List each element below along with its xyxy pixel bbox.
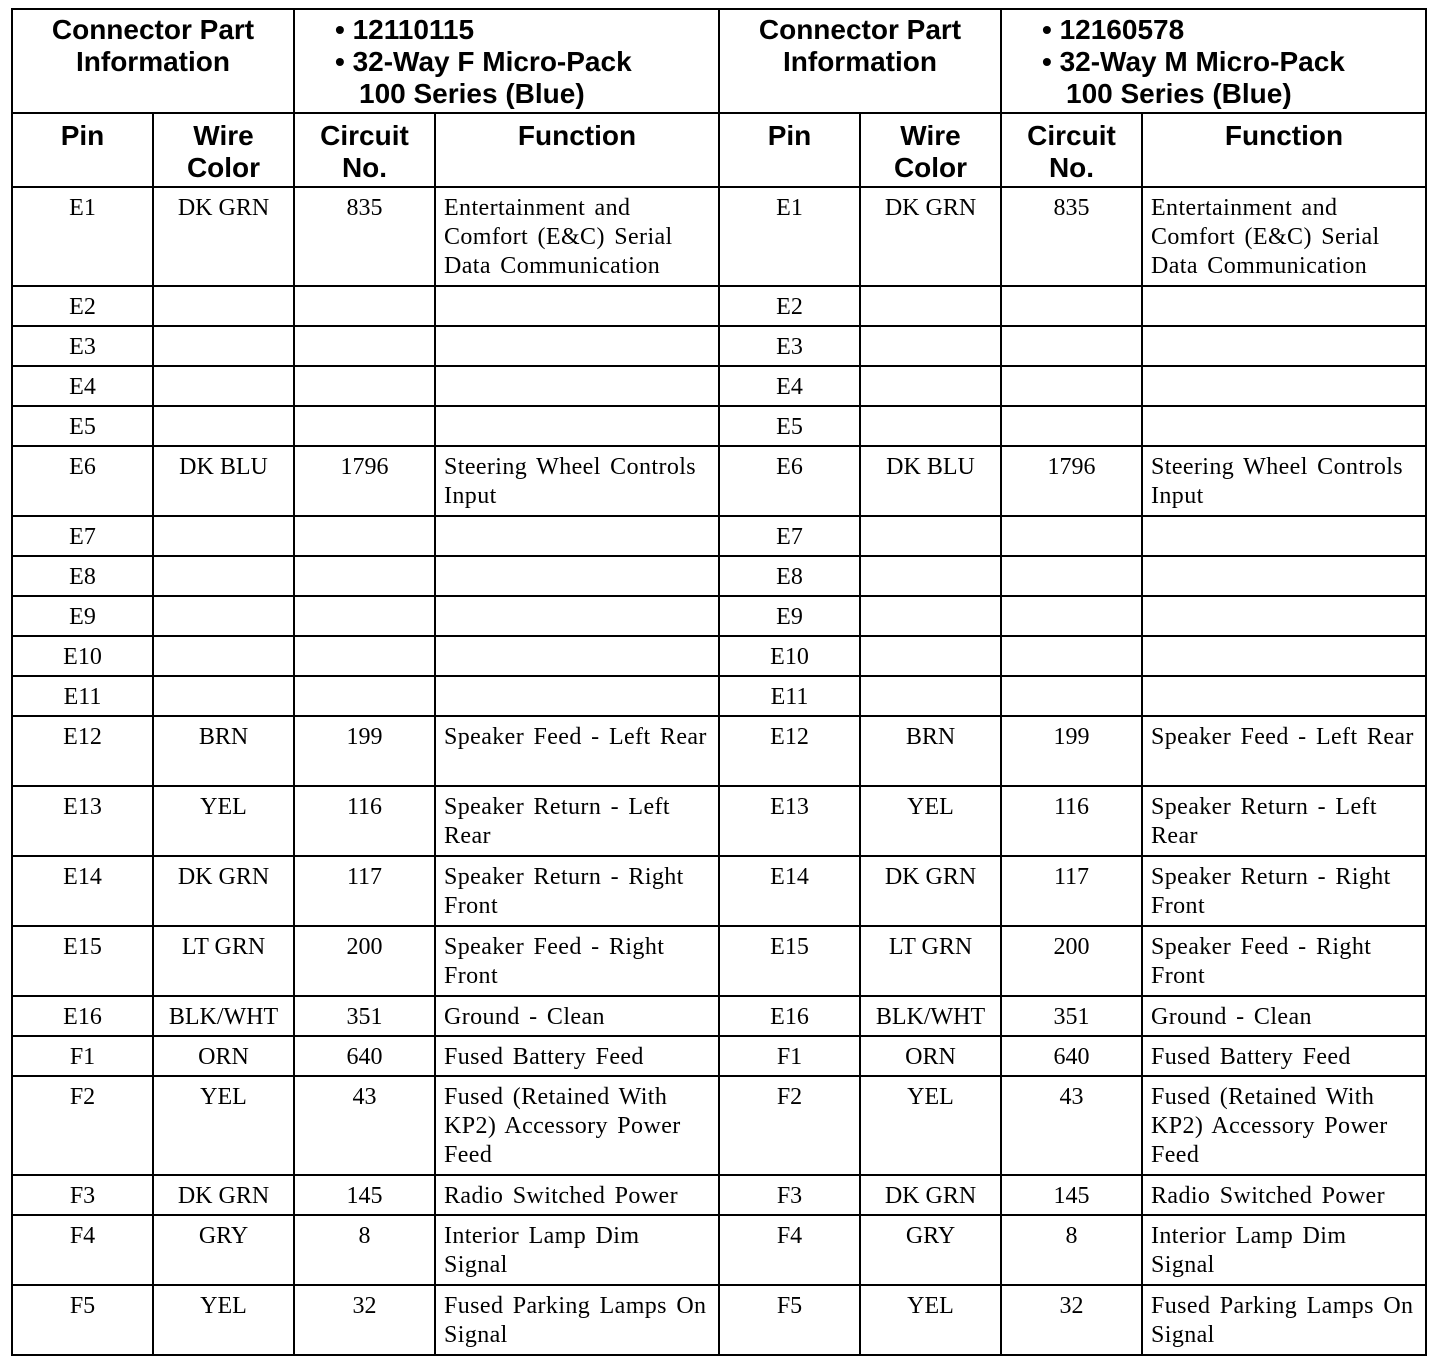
table-row: [12, 716, 719, 786]
circuit-cell: 1796: [294, 446, 435, 516]
function-cell: [1142, 406, 1426, 446]
circuit-cell: 8: [294, 1215, 435, 1285]
wire-color-cell: YEL: [153, 1285, 294, 1355]
part-description-line2: 100 Series (Blue): [1066, 78, 1292, 109]
column-header-text: Pin: [767, 120, 812, 151]
table-row: [719, 446, 1426, 516]
circuit-cell: [1001, 676, 1142, 716]
table-row: [719, 856, 1426, 926]
circuit-cell: 43: [1001, 1076, 1142, 1175]
circuit-cell: [1001, 596, 1142, 636]
circuit-cell: 199: [294, 716, 435, 786]
wire-color-cell: [153, 286, 294, 326]
table-row: [719, 366, 1426, 406]
wire-color-column-header: [860, 113, 1001, 187]
function-cell: Entertainment and Comfort (E&C) Serial Data Communication: [1142, 187, 1426, 286]
pin-cell: E12: [12, 716, 153, 786]
function-cell: [1142, 286, 1426, 326]
wire-color-cell: [860, 326, 1001, 366]
table-row: [719, 716, 1426, 786]
circuit-cell: [1001, 556, 1142, 596]
function-cell: [1142, 326, 1426, 366]
function-cell: Steering Wheel Controls Input: [1142, 446, 1426, 516]
function-cell: Fused Battery Feed: [1142, 1036, 1426, 1076]
wire-color-cell: YEL: [153, 1076, 294, 1175]
wire-color-cell: BLK/WHT: [860, 996, 1001, 1036]
pin-cell: E4: [719, 366, 860, 406]
pin-cell: E1: [12, 187, 153, 286]
column-header-text: Color: [186, 152, 261, 183]
table-row: [719, 1285, 1426, 1355]
function-cell: Speaker Feed - Left Rear: [1142, 716, 1426, 786]
table-row: [12, 636, 719, 676]
column-header-text: Pin: [60, 120, 105, 151]
table-row: [12, 1036, 719, 1076]
pin-cell: E16: [12, 996, 153, 1036]
circuit-cell: [1001, 326, 1142, 366]
circuit-cell: [294, 676, 435, 716]
pin-cell: E3: [12, 326, 153, 366]
circuit-cell: 640: [1001, 1036, 1142, 1076]
circuit-cell: 351: [1001, 996, 1142, 1036]
function-cell: [1142, 676, 1426, 716]
column-header-text: Color: [893, 152, 968, 183]
pin-cell: F2: [12, 1076, 153, 1175]
pin-cell: F3: [12, 1175, 153, 1215]
function-cell: [1142, 636, 1426, 676]
wire-color-cell: DK GRN: [153, 1175, 294, 1215]
circuit-cell: [1001, 286, 1142, 326]
pin-cell: E9: [12, 596, 153, 636]
table-row: [719, 556, 1426, 596]
table-row: [12, 286, 719, 326]
function-cell: Speaker Feed - Right Front: [435, 926, 719, 996]
pin-cell: F1: [719, 1036, 860, 1076]
table-row: [12, 1215, 719, 1285]
wire-color-column-header: [153, 113, 294, 187]
wire-color-cell: [860, 286, 1001, 326]
wire-color-cell: DK BLU: [153, 446, 294, 516]
function-cell: Steering Wheel Controls Input: [435, 446, 719, 516]
pin-column-header: [719, 113, 860, 187]
wire-color-cell: [860, 406, 1001, 446]
pin-cell: F4: [12, 1215, 153, 1285]
wire-color-cell: GRY: [860, 1215, 1001, 1285]
table-row: [719, 596, 1426, 636]
connector-table: [11, 8, 720, 1356]
function-cell: [435, 596, 719, 636]
circuit-cell: 1796: [1001, 446, 1142, 516]
function-cell: Speaker Feed - Right Front: [1142, 926, 1426, 996]
table-row: [12, 996, 719, 1036]
pin-cell: F5: [719, 1285, 860, 1355]
wire-color-cell: ORN: [153, 1036, 294, 1076]
info-label-line1: Connector Part: [758, 14, 962, 45]
wire-color-cell: [860, 596, 1001, 636]
circuit-cell: [294, 556, 435, 596]
table-row: [12, 1076, 719, 1175]
table-row: [12, 446, 719, 516]
wire-color-cell: [153, 366, 294, 406]
table-row: [719, 406, 1426, 446]
circuit-cell: [294, 366, 435, 406]
wire-color-cell: [860, 516, 1001, 556]
pin-cell: E6: [719, 446, 860, 516]
column-header-text: Circuit: [320, 120, 409, 151]
circuit-cell: 117: [1001, 856, 1142, 926]
connector-part-number: [294, 9, 719, 113]
pin-cell: E2: [12, 286, 153, 326]
info-label-line2: Information: [76, 46, 230, 77]
connector-part-number: [1001, 9, 1426, 113]
table-row: [12, 786, 719, 856]
pin-cell: E11: [719, 676, 860, 716]
connector-table: [718, 8, 1427, 1356]
circuit-cell: [1001, 636, 1142, 676]
circuit-cell: [1001, 406, 1142, 446]
wire-color-cell: DK GRN: [153, 187, 294, 286]
function-cell: [1142, 556, 1426, 596]
function-cell: [435, 286, 719, 326]
connector-info-row: [719, 9, 1426, 113]
function-cell: Entertainment and Comfort (E&C) Serial Data Communication: [435, 187, 719, 286]
function-cell: [435, 326, 719, 366]
function-cell: Speaker Return - Left Rear: [1142, 786, 1426, 856]
function-cell: Fused Parking Lamps On Signal: [1142, 1285, 1426, 1355]
function-cell: [1142, 366, 1426, 406]
pin-cell: E15: [12, 926, 153, 996]
connector-part-info-label: [12, 9, 294, 113]
circuit-cell: 835: [1001, 187, 1142, 286]
column-header-text: Function: [1224, 120, 1344, 151]
circuit-cell: 200: [1001, 926, 1142, 996]
column-header-text: Function: [517, 120, 637, 151]
pin-cell: F5: [12, 1285, 153, 1355]
connector-info-row: [12, 9, 719, 113]
circuit-cell: 116: [1001, 786, 1142, 856]
table-row: [719, 1036, 1426, 1076]
wire-color-cell: GRY: [153, 1215, 294, 1285]
wire-color-cell: BRN: [153, 716, 294, 786]
wire-color-cell: [153, 326, 294, 366]
function-cell: Ground - Clean: [1142, 996, 1426, 1036]
function-cell: Fused (Retained With KP2) Accessory Power Feed: [1142, 1076, 1426, 1175]
table-row: [12, 926, 719, 996]
table-row: [719, 1076, 1426, 1175]
column-header-text: No.: [341, 152, 388, 183]
wire-color-cell: [153, 676, 294, 716]
pin-cell: E5: [719, 406, 860, 446]
pin-cell: E7: [12, 516, 153, 556]
wire-color-cell: ORN: [860, 1036, 1001, 1076]
connector-panel-1: [11, 8, 718, 1356]
function-cell: [435, 556, 719, 596]
table-row: [12, 516, 719, 556]
function-cell: [1142, 516, 1426, 556]
pin-cell: E10: [12, 636, 153, 676]
column-header-text: Circuit: [1027, 120, 1116, 151]
connector-part-info-label: [719, 9, 1001, 113]
wire-color-cell: [153, 406, 294, 446]
circuit-cell: [294, 286, 435, 326]
table-row: [719, 1215, 1426, 1285]
circuit-cell: [294, 326, 435, 366]
info-label-line1: Connector Part: [51, 14, 255, 45]
circuit-cell: 200: [294, 926, 435, 996]
pin-cell: E12: [719, 716, 860, 786]
pin-cell: E2: [719, 286, 860, 326]
circuit-cell: 32: [294, 1285, 435, 1355]
table-row: [12, 856, 719, 926]
circuit-cell: 117: [294, 856, 435, 926]
table-row: [719, 187, 1426, 286]
part-number: • 12160578: [1042, 14, 1185, 45]
column-header-text: No.: [1048, 152, 1095, 183]
table-row: [719, 1175, 1426, 1215]
circuit-cell: 32: [1001, 1285, 1142, 1355]
table-row: [719, 326, 1426, 366]
wire-color-cell: DK GRN: [153, 856, 294, 926]
function-column-header: [1142, 113, 1426, 187]
table-row: [12, 676, 719, 716]
table-row: [12, 187, 719, 286]
function-cell: [435, 636, 719, 676]
circuit-cell: 640: [294, 1036, 435, 1076]
wire-color-cell: YEL: [860, 1285, 1001, 1355]
table-row: [719, 926, 1426, 996]
wire-color-cell: [860, 676, 1001, 716]
table-row: [719, 676, 1426, 716]
table-row: [12, 556, 719, 596]
table-row: [719, 636, 1426, 676]
function-cell: Fused Battery Feed: [435, 1036, 719, 1076]
function-cell: Speaker Feed - Left Rear: [435, 716, 719, 786]
function-cell: Radio Switched Power: [435, 1175, 719, 1215]
wire-color-cell: BRN: [860, 716, 1001, 786]
pin-column-header: [12, 113, 153, 187]
function-cell: Speaker Return - Right Front: [1142, 856, 1426, 926]
function-cell: Speaker Return - Right Front: [435, 856, 719, 926]
column-header-text: Wire: [193, 120, 254, 151]
circuit-cell: 351: [294, 996, 435, 1036]
function-cell: Fused (Retained With KP2) Accessory Power Feed: [435, 1076, 719, 1175]
circuit-cell: [294, 516, 435, 556]
function-cell: Speaker Return - Left Rear: [435, 786, 719, 856]
pin-cell: E13: [719, 786, 860, 856]
wire-color-cell: [153, 516, 294, 556]
wire-color-cell: BLK/WHT: [153, 996, 294, 1036]
part-number: • 12110115: [335, 14, 475, 45]
wire-color-cell: [153, 596, 294, 636]
circuit-cell: [294, 596, 435, 636]
pin-cell: F1: [12, 1036, 153, 1076]
pin-cell: E16: [719, 996, 860, 1036]
circuit-no-column-header: [294, 113, 435, 187]
wire-color-cell: DK GRN: [860, 187, 1001, 286]
table-row: [719, 516, 1426, 556]
wire-color-cell: LT GRN: [860, 926, 1001, 996]
table-row: [12, 1285, 719, 1355]
function-cell: Interior Lamp Dim Signal: [1142, 1215, 1426, 1285]
pin-cell: E5: [12, 406, 153, 446]
wire-color-cell: DK GRN: [860, 856, 1001, 926]
pin-cell: E6: [12, 446, 153, 516]
table-row: [719, 996, 1426, 1036]
circuit-cell: 145: [294, 1175, 435, 1215]
wire-color-cell: [860, 556, 1001, 596]
function-cell: [435, 516, 719, 556]
table-row: [12, 596, 719, 636]
table-row: [12, 1175, 719, 1215]
wire-color-cell: YEL: [153, 786, 294, 856]
circuit-cell: 43: [294, 1076, 435, 1175]
function-cell: Fused Parking Lamps On Signal: [435, 1285, 719, 1355]
wire-color-cell: DK BLU: [860, 446, 1001, 516]
function-cell: [435, 676, 719, 716]
info-label-line2: Information: [783, 46, 937, 77]
pin-cell: E8: [719, 556, 860, 596]
pin-cell: E10: [719, 636, 860, 676]
column-header-row: [719, 113, 1426, 187]
connector-panel-2: [718, 8, 1425, 1356]
wire-color-cell: DK GRN: [860, 1175, 1001, 1215]
function-cell: [435, 406, 719, 446]
pin-cell: E4: [12, 366, 153, 406]
pin-cell: F4: [719, 1215, 860, 1285]
part-description-line1: • 32-Way M Micro-Pack: [1042, 46, 1345, 77]
circuit-cell: [1001, 516, 1142, 556]
pin-cell: E13: [12, 786, 153, 856]
circuit-cell: 145: [1001, 1175, 1142, 1215]
circuit-cell: 116: [294, 786, 435, 856]
part-description-line1: • 32-Way F Micro-Pack: [335, 46, 632, 77]
function-cell: [435, 366, 719, 406]
table-row: [719, 786, 1426, 856]
wire-color-cell: LT GRN: [153, 926, 294, 996]
pin-cell: E8: [12, 556, 153, 596]
table-row: [719, 286, 1426, 326]
circuit-cell: [1001, 366, 1142, 406]
wire-color-cell: [153, 556, 294, 596]
wire-color-cell: [153, 636, 294, 676]
circuit-cell: 835: [294, 187, 435, 286]
function-cell: [1142, 596, 1426, 636]
circuit-no-column-header: [1001, 113, 1142, 187]
pin-cell: E3: [719, 326, 860, 366]
wire-color-cell: [860, 636, 1001, 676]
pin-cell: E14: [12, 856, 153, 926]
pin-cell: E15: [719, 926, 860, 996]
circuit-cell: 199: [1001, 716, 1142, 786]
function-cell: Interior Lamp Dim Signal: [435, 1215, 719, 1285]
pin-cell: F2: [719, 1076, 860, 1175]
wire-color-cell: YEL: [860, 1076, 1001, 1175]
circuit-cell: [294, 406, 435, 446]
wire-color-cell: YEL: [860, 786, 1001, 856]
function-cell: Ground - Clean: [435, 996, 719, 1036]
column-header-text: Wire: [900, 120, 961, 151]
function-column-header: [435, 113, 719, 187]
circuit-cell: [294, 636, 435, 676]
column-header-row: [12, 113, 719, 187]
function-cell: Radio Switched Power: [1142, 1175, 1426, 1215]
table-row: [12, 326, 719, 366]
table-row: [12, 366, 719, 406]
pin-cell: E14: [719, 856, 860, 926]
circuit-cell: 8: [1001, 1215, 1142, 1285]
table-row: [12, 406, 719, 446]
pin-cell: E9: [719, 596, 860, 636]
pin-cell: F3: [719, 1175, 860, 1215]
wire-color-cell: [860, 366, 1001, 406]
part-description-line2: 100 Series (Blue): [359, 78, 585, 109]
pin-cell: E11: [12, 676, 153, 716]
pin-cell: E7: [719, 516, 860, 556]
pin-cell: E1: [719, 187, 860, 286]
